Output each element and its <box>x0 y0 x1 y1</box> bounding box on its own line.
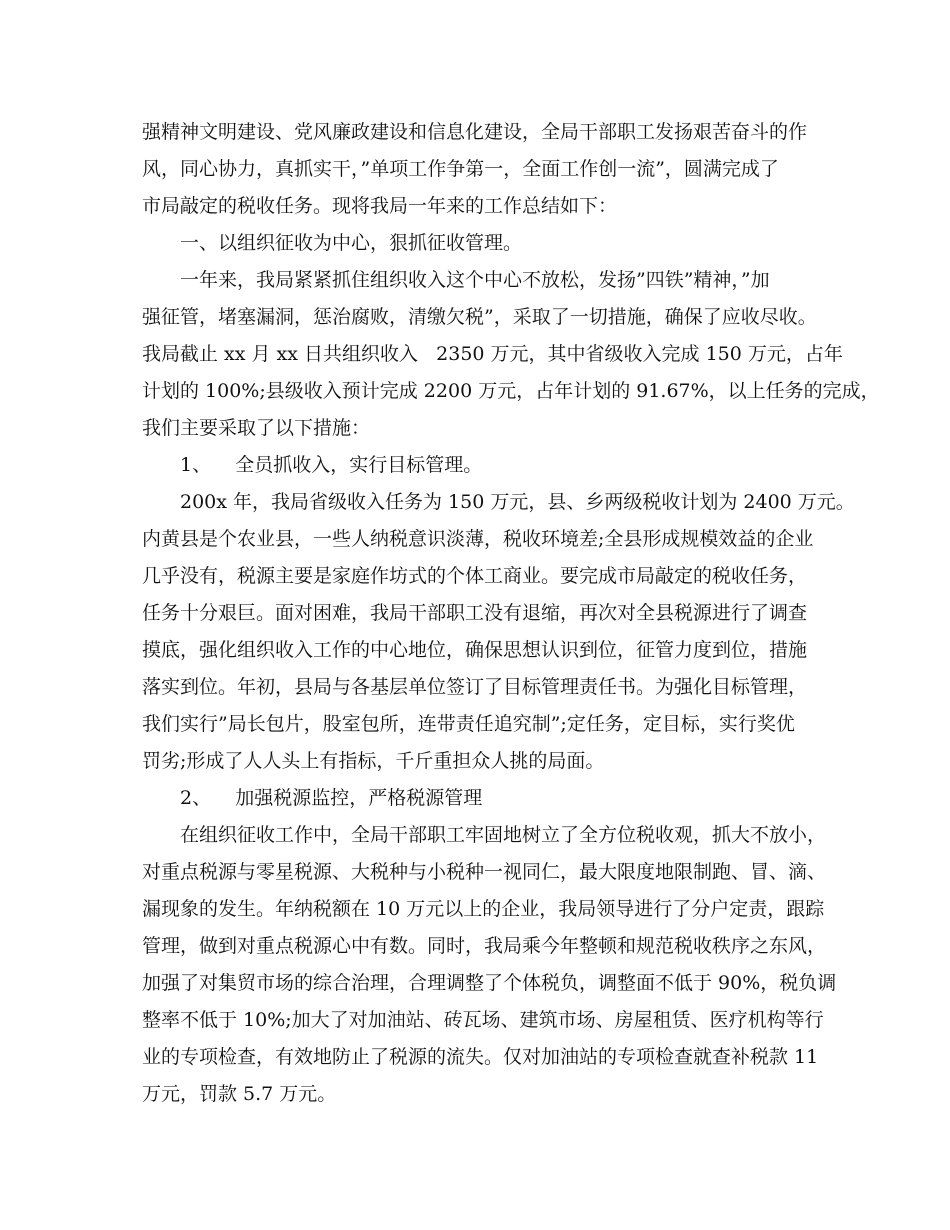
paragraph-line: 万元，罚款 5.7 万元。 <box>142 1083 337 1105</box>
paragraph-line: 强征管，堵塞漏洞，惩治腐败，清缴欠税”，采取了一切措施，确保了应收尽收。 <box>142 306 817 328</box>
paragraph-line: 管理，做到对重点税源心中有数。同时，我局乘今年整顿和规范税收秩序之东风， <box>142 935 827 957</box>
paragraph-line: 漏现象的发生。年纳税额在 10 万元以上的企业，我局领导进行了分户定责，跟踪 <box>142 898 825 920</box>
paragraph-line: 几乎没有，税源主要是家庭作坊式的个体工商业。要完成市局敲定的税收任务， <box>142 565 808 587</box>
paragraph-first-line: 一、以组织征收为中心，狠抓征收管理。 <box>180 232 523 254</box>
paragraph-line: 我们实行”局长包片，股室包所，连带责任追究制”;定任务，定目标，实行奖优 <box>142 713 795 735</box>
document-body <box>142 114 880 1113</box>
paragraph-line: 对重点税源与零星税源、大税种与小税种一视同仁，最大限度地限制跑、冒、滴、 <box>142 861 827 883</box>
paragraph-first-line: 1、 全员抓收入，实行目标管理。 <box>180 454 483 476</box>
paragraph-line: 我们主要采取了以下措施： <box>142 417 371 439</box>
paragraph-line: 市局敲定的税收任务。现将我局一年来的工作总结如下： <box>142 195 618 217</box>
paragraph-line: 整率不低于 10%;加大了对加油站、砖瓦场、建筑市场、房屋租赁、医疗机构等行 <box>142 1009 824 1031</box>
paragraph-line: 加强了对集贸市场的综合治理，合理调整了个体税负，调整面不低于 90%，税负调 <box>142 972 837 994</box>
paragraph-first-line: 2、 加强税源监控，严格税源管理 <box>180 787 483 809</box>
paragraph-line: 强精神文明建设、党风廉政建设和信息化建设，全局干部职工发扬艰苦奋斗的作 <box>142 121 808 143</box>
paragraph-line: 落实到位。年初，县局与各基层单位签订了目标管理责任书。为强化目标管理， <box>142 676 808 698</box>
paragraph-line: 风，同心协力，真抓实干，”单项工作争第一，全面工作创一流”，圆满完成了 <box>142 158 779 180</box>
paragraph-line: 罚劣;形成了人人头上有指标，千斤重担众人挑的局面。 <box>142 750 605 772</box>
paragraph-line: 业的专项检查，有效地防止了税源的流失。仅对加油站的专项检查就查补税款 11 <box>142 1046 819 1068</box>
paragraph-line: 内黄县是个农业县，一些人纳税意识淡薄，税收环境差;全县形成规模效益的企业 <box>142 528 814 550</box>
paragraph-first-line: 一年来，我局紧紧抓住组织收入这个中心不放松，发扬”四铁”精神，”加 <box>180 269 770 291</box>
paragraph-line: 计划的 100%;县级收入预计完成 2200 万元，占年计划的 91.67%，以上任务的完成， <box>142 380 880 402</box>
paragraph-line: 任务十分艰巨。面对困难，我局干部职工没有退缩，再次对全县税源进行了调查 <box>142 602 808 624</box>
paragraph-first-line: 在组织征收工作中，全局干部职工牢固地树立了全方位税收观，抓大不放小， <box>180 824 827 846</box>
paragraph-line: 我局截止 xx 月 xx 日共组织收入 2350 万元，其中省级收入完成 150 万元，占年 <box>142 343 843 365</box>
paragraph-first-line: 200x 年，我局省级收入任务为 150 万元，县、乡两级税收计划为 2400 万元。 <box>180 491 855 513</box>
paragraph-line: 摸底，强化组织收入工作的中心地位，确保思想认识到位，征管力度到位，措施 <box>142 639 808 661</box>
